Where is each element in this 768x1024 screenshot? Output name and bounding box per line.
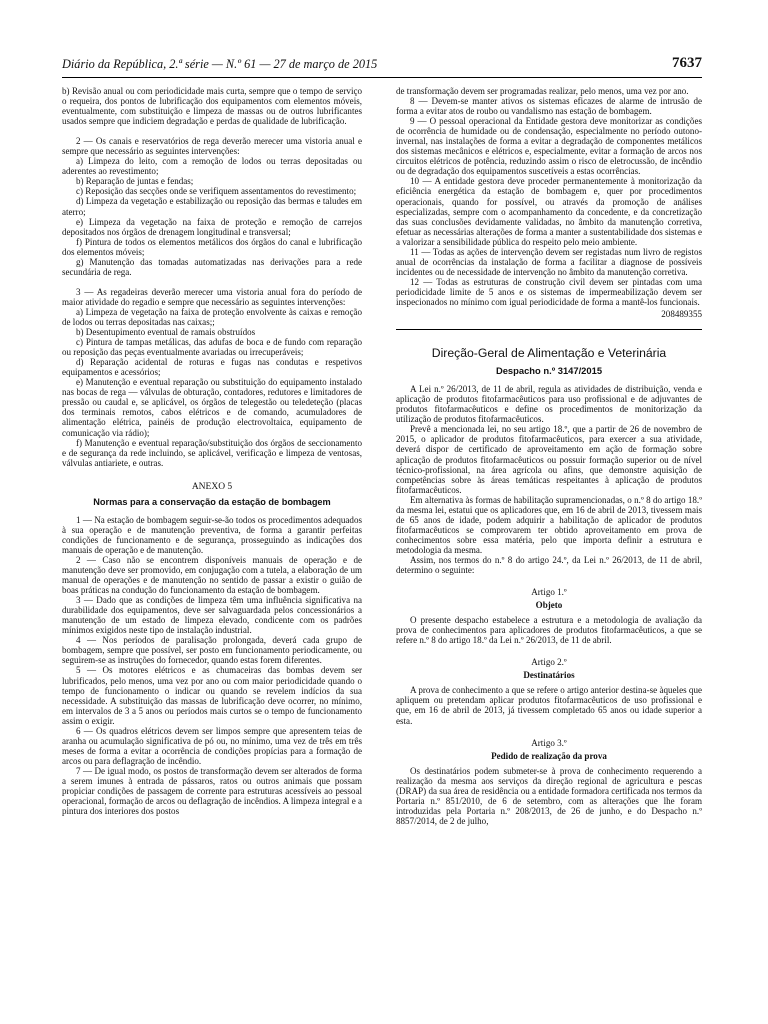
paragraph: 1 — Na estação de bombagem seguir-se-ão todos os procedimentos adequados à sua operação e de manutenção preventiva, de forma a garantir perfeitas condições de funcionamento e de segurança, prosseguindo as indicações dos manuais de operação e de manutenção.: [62, 514, 362, 555]
organization-heading: Direção-Geral de Alimentação e Veterinária: [431, 346, 667, 361]
paragraph: 7 — De igual modo, os postos de transformação devem ser alterados de forma a serem imunes à entrada de pássaros, ratos ou outros animais que possam propiciar condições de passagem de corrente para estruturas acessíveis ao pessoal operacional, formação de arcos ou deflagração de incêndios. A limpeza integral e a pintura dos interiores dos postos: [62, 765, 362, 817]
list-item: e) Limpeza da vegetação na faixa de proteção e remoção de carrejos depositados nos órgãos de drenagem longitudinal e transversal;: [62, 216, 362, 237]
page-number: 7637: [672, 55, 702, 71]
list-item: e) Manutenção e eventual reparação ou substituição do equipamento instalado nas bocas de rega — válvulas de obturação, contadores, redutores e limitadores de pressão ou caudal e, se aplicável, os órgãos de telegestão ou teledeteção (placas dos terminais remotos, cabos elétricos e de comando, acumuladores de alimentação elétrica, painéis de produção electrovoltaica, equipamento de comunicação via rádio);: [62, 377, 362, 438]
paragraph: 2 — Os canais e reservatórios de rega deverão merecer uma vistoria anual e sempre que necessário as seguintes intervenções:: [62, 136, 362, 157]
paragraph: O presente despacho estabelece a estrutura e a metodologia de avaliação da prova de conhecimentos para aplicadores de produtos fitofarmacêuticos, a que se refere n.º 8 do artigo 18.º da Lei n.º 26/2013, de 11 de abril.: [396, 615, 702, 646]
list-item: c) Pintura de tampas metálicas, das adufas de boca e de fundo com reparação ou reposição das peças eventualmente avariadas ou irrecuperáveis;: [62, 337, 362, 358]
annex-heading: ANEXO 5: [191, 481, 233, 492]
list-item: b) Desentupimento eventual de ramais obstruídos: [76, 327, 256, 338]
article-label: Artigo 3.º: [531, 737, 567, 748]
paragraph: 8 — Devem-se manter ativos os sistemas eficazes de alarme de intrusão de forma a evitar atos de roubo ou vandalismo nas estação de bombagem.: [396, 96, 702, 117]
paragraph: 2 — Caso não se encontrem disponíveis manuais de operação e de manutenção deve ser promovido, em conjugação com a tutela, a elaboração de um manual de operações e de manutenção no sentido de passar a existir o guião de boas práticas na condução do funcionamento da estação de bombagem.: [62, 554, 362, 596]
paragraph: 5 — Os motores elétricos e as chumaceiras das bombas devem ser lubrificados, pelo menos, uma vez por ano ou com maior periodicidade quando o tempo de funcionamento o indicar ou quando se revelem indícios da sua necessidade. A substituição das massas de lubrificação deve ocorrer, no mínimo, em intervalos de 3 a 5 anos ou períodos mais curtos se o tempo de funcionamento assim o exigir.: [62, 665, 362, 726]
paragraph: de transformação devem ser programadas realizar, pelo menos, uma vez por ano.: [396, 86, 689, 96]
paragraph: A prova de conhecimento a que se refere o artigo anterior destina-se àqueles que apliquem ou pretendam aplicar produtos fitofarmacêuticos de uso profissional e que, em 16 de abril de 2013, já tivessem completado 65 anos ou idade superior a esta.: [396, 685, 702, 726]
despacho-title: Despacho n.º 3147/2015: [495, 365, 603, 377]
paragraph: 12 — Todas as estruturas de construção civil devem ser pintadas com uma periodicidade limite de 5 anos e os sistemas de impermeabilização devem ser inspecionados no mínimo com igual periodicidade de forma a mantê-los funcionais.: [396, 276, 702, 307]
paragraph: A Lei n.º 26/2013, de 11 de abril, regula as atividades de distribuição, venda e aplicação de produtos fitofarmacêuticos para uso profissional e de adjuvantes de produtos fitofarmacêuticos e define os procedimentos de monitorização da utilização de produtos fitofarmacêuticos.: [396, 384, 702, 425]
article-label: Artigo 2.º: [531, 657, 567, 668]
list-item: b) Reparação de juntas e fendas;: [76, 176, 194, 187]
list-item: a) Limpeza do leito, com a remoção de lodos ou terras depositadas ou aderentes ao revestimento;: [62, 156, 362, 177]
list-item: c) Reposição das secções onde se verifiquem assentamentos do revestimento;: [76, 186, 357, 197]
article-label: Artigo 1.º: [531, 587, 567, 598]
paragraph: 3 — As regadeiras deverão merecer uma vistoria anual fora do período de maior atividade do regadio e sempre que necessário as seguintes intervenções:: [62, 286, 362, 307]
section-divider: [396, 329, 702, 330]
paragraph: 11 — Todas as ações de intervenção devem ser registadas num livro de registos anual de ocorrências da instalação de forma a facilitar a diagnose de possíveis incidentes ou de necessidade de intervenção no âmbito da manutenção corretiva.: [396, 246, 702, 277]
list-item: g) Manutenção das tomadas automatizadas nas derivações para a rede secundária de rega.: [62, 256, 362, 277]
list-item: a) Limpeza de vegetação na faixa de proteção envolvente às caixas e remoção de lodos ou terras depositadas nas caixas;;: [62, 306, 362, 327]
paragraph: Em alternativa às formas de habilitação supramencionadas, o n.º 8 do artigo 18.º da mesma lei, estatui que os aplicadores que, em 16 de abril de 2013, tivessem mais de 65 anos de idade, podem adquirir a habilitação de aplicador de produtos fitofarmacêuticos se comprovarem ter obtido aproveitamento em prova de conhecimentos sobre essa matéria, pelo que importa definir a estrutura e metodologia da mesma.: [396, 494, 702, 555]
article-title: Destinatários: [523, 670, 575, 681]
paragraph: 3 — Dado que as condições de limpeza têm uma influência significativa na durabilidade dos equipamentos, deve ser salvaguardada pelos concessionários a manutenção de um estado de limpeza elevado, condicente com os padrões mínimos exigidos neste tipo de instalação industrial.: [62, 595, 362, 636]
page-header: [62, 55, 702, 78]
article-title: Pedido de realização da prova: [491, 750, 607, 761]
paragraph: 4 — Nos períodos de paralisação prolongada, deverá cada grupo de bombagem, sempre que possível, ser posto em funcionamento periodicamente, ou seguirem-se as instruções do fornecedor, quando estas forem diferentes.: [62, 635, 362, 666]
list-item: d) Limpeza da vegetação e estabilização ou reposição das bermas e taludes em aterro;: [62, 196, 362, 217]
left-column: [62, 86, 362, 816]
paragraph: Os destinatários podem submeter-se à prova de conhecimento requerendo a realização da mesma aos serviços da direção regional de agricultura e pescas (DRAP) da sua área de residência ou a entidade formadora certificada nos termos da Portaria n.º 851/2010, de 6 de setembro, com as alterações que lhe foram introduzidas pela Portaria n.º 208/2013, de 26 de junho, e do Despacho n.º 8857/2014, de 2 de julho,: [396, 765, 702, 826]
reference-number: 208489355: [661, 309, 702, 320]
right-column: [396, 86, 702, 826]
section-title: Normas para a conservação da estação de bombagem: [93, 496, 331, 507]
paragraph: 9 — O pessoal operacional da Entidade gestora deve monitorizar as condições de ocorrência de humidade ou de condensação, especialmente no período outono-invernal, nas instalações de forma a evitar a degradação de componentes metálicos dos sistemas mecânicos e elétricos e, especialmente, evitar a formação de arcos nos circuitos elétricos de potência, reduzindo assim o risco de eletrocussão, de incêndio ou de degradação dos equipamentos suscetíveis a estas ocorrências.: [396, 116, 702, 177]
list-item: f) Manutenção e eventual reparação/substituição dos órgãos de seccionamento e de segurança da rede incluindo, se aplicável, verificação e limpeza de ventosas, válvulas antiariete, e outras.: [62, 437, 362, 468]
paragraph: b) Revisão anual ou com periodicidade mais curta, sempre que o tempo de serviço o requeira, dos pontos de lubrificação dos equipamentos com elementos móveis, eventualmente, com substituição e limpeza de massas ou de outros lubrificantes usados sempre que indiciem degradação e perdas de qualidade de lubrificação.: [62, 86, 362, 127]
paragraph: Assim, nos termos do n.º 8 do artigo 24.º, da Lei n.º 26/2013, de 11 de abril, determino o seguinte:: [396, 554, 702, 576]
list-item: d) Reparação acidental de roturas e fugas nas condutas e respetivos equipamentos e acessórios;: [62, 357, 362, 378]
paragraph: 10 — A entidade gestora deve proceder permanentemente à monitorização da eficiência energética da estação de bombagem e, quer por procedimentos operacionais, quando for possível, ou através da promoção de análises especializadas, sempre com o acompanhamento da concedente, e da concretização das suas conclusões devidamente validadas, no âmbito da manutenção corretiva, efetuar as necessárias alterações de forma a manter a sustentabilidade dos sistemas e a valorizar a sensibilidade pública do respeito pelo meio ambiente.: [396, 176, 702, 247]
paragraph: Prevê a mencionada lei, no seu artigo 18.º, que a partir de 26 de novembro de 2015, o aplicador de produtos fitofarmacêuticos, para exercer a sua atividade, deverá dispor de certificado de aproveitamento em ação de formação sobre aplicação de produtos fitofarmacêuticos ou possuir formação superior ou de nível técnico-profissional, na área agrícola ou afins, que demonstre aquisição de competências sobre às áreas temáticas respeitantes à aplicação de produtos fitofarmacêuticos.: [396, 424, 702, 495]
paragraph: 6 — Os quadros elétricos devem ser limpos sempre que apresentem teias de aranha ou acumulação significativa de pó ou, no mínimo, uma vez de três em três meses de forma a evitar a ocorrência de condições propícias para a formação de arcos ou para deflagração de incêndio.: [62, 725, 362, 766]
journal-header: Diário da República, 2.ª série — N.º 61 — 27 de março de 2015: [62, 57, 378, 71]
list-item: f) Pintura de todos os elementos metálicos dos órgãos do canal e lubrificação dos elementos móveis;: [62, 236, 362, 257]
article-title: Objeto: [535, 600, 563, 611]
